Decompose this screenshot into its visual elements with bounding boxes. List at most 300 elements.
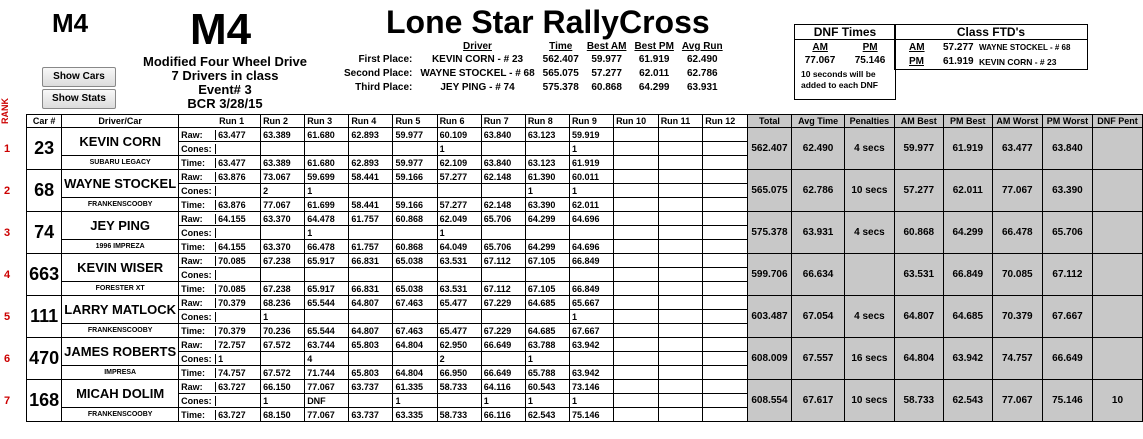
run-raw-cell: [614, 296, 659, 310]
run-cones-cell: [481, 268, 525, 282]
vehicle-cell: [62, 198, 179, 212]
run-cones-cell: [261, 352, 305, 366]
run-cones-cell: [393, 268, 437, 282]
podium-time: 565.075: [542, 67, 579, 79]
run-raw-cell: 65.667: [569, 296, 613, 310]
run-raw-cell: 62.049: [437, 212, 481, 226]
run-value: 72.757: [218, 339, 246, 350]
run-time-cell: 65.803: [349, 366, 393, 380]
col-header: Run 7: [481, 115, 525, 128]
run-cones-cell: [703, 394, 748, 408]
run-time-cell: 75.146: [569, 408, 613, 422]
col-header: AM Best: [894, 115, 943, 128]
drivers-in-class: 7 Drivers in class: [171, 68, 279, 83]
stat-pm-best: 62.543: [943, 380, 992, 422]
run-raw-cell: 65.917: [305, 254, 349, 268]
show-cars-button[interactable]: Show Cars: [42, 67, 116, 87]
run-raw-cell: [179, 338, 261, 352]
run-cones-cell: [393, 352, 437, 366]
run-raw-cell: 61.757: [349, 212, 393, 226]
run-value: [216, 228, 218, 238]
run-time-cell: 60.868: [393, 240, 437, 254]
run-time-cell: [658, 156, 703, 170]
stat-total: 599.706: [747, 254, 791, 296]
col-header: Run 11: [658, 115, 703, 128]
stat-pen: 10 secs: [845, 380, 895, 422]
col-header: AM Worst: [992, 115, 1042, 128]
results-table: [4, 114, 1143, 422]
run-value: [216, 312, 218, 322]
driver-cell: [62, 212, 179, 240]
stat-am-best: 64.807: [894, 296, 943, 338]
class-code: M4: [52, 8, 89, 38]
table-row: [16, 254, 1143, 268]
row-label: Time:: [179, 410, 216, 420]
run-cones-cell: [525, 268, 569, 282]
run-raw-cell: [614, 128, 659, 142]
run-raw-cell: 64.299: [525, 212, 569, 226]
run-cones-cell: [393, 184, 437, 198]
driver-name: WAYNE STOCKEL: [64, 176, 177, 191]
run-cones-cell: [569, 268, 613, 282]
run-cones-cell: [525, 310, 569, 324]
row-label: Cones:: [179, 312, 216, 322]
car-number: 111: [27, 296, 62, 338]
run-cones-cell: [349, 142, 393, 156]
run-time-cell: [614, 198, 659, 212]
run-cones-cell: 1: [569, 142, 613, 156]
run-value: 64.155: [218, 213, 246, 224]
run-raw-cell: 64.696: [569, 212, 613, 226]
run-cones-cell: [179, 352, 261, 366]
dnf-pm-time: 75.146: [854, 55, 886, 66]
run-raw-cell: 65.706: [481, 212, 525, 226]
podium-time: 562.407: [542, 53, 579, 65]
run-value: 63.876: [218, 199, 246, 210]
run-value: [216, 186, 218, 196]
stat-total: 608.554: [747, 380, 791, 422]
run-time-cell: 66.831: [349, 282, 393, 296]
run-cones-cell: [614, 394, 659, 408]
stat-dnf: 10: [1092, 380, 1142, 422]
dnf-am-time: 77.067: [804, 55, 836, 66]
run-raw-cell: 64.116: [481, 380, 525, 394]
run-time-cell: [179, 324, 261, 338]
driver-name: MICAH DOLIM: [76, 386, 165, 401]
run-cones-cell: [614, 268, 659, 282]
stat-dnf: [1092, 128, 1142, 170]
run-raw-cell: [179, 128, 261, 142]
class-big-label: M4: [190, 5, 252, 54]
run-raw-cell: 73.067: [261, 170, 305, 184]
run-cones-cell: 1: [569, 310, 613, 324]
stat-pm-worst: 66.649: [1042, 338, 1092, 380]
run-raw-cell: [179, 170, 261, 184]
table-row: [16, 128, 1143, 142]
rank-number: 1: [4, 142, 11, 155]
vehicle-name: FORESTER XT: [95, 285, 145, 292]
run-raw-cell: 63.840: [481, 128, 525, 142]
run-raw-cell: 64.807: [349, 296, 393, 310]
run-raw-cell: 57.277: [437, 170, 481, 184]
stat-pm-worst: 63.390: [1042, 170, 1092, 212]
stat-pm-worst: 75.146: [1042, 380, 1092, 422]
run-raw-cell: 65.038: [393, 254, 437, 268]
podium-pm: 62.011: [639, 67, 670, 79]
row-label: Time:: [179, 200, 216, 210]
run-time-cell: 70.236: [261, 324, 305, 338]
run-raw-cell: 67.112: [481, 254, 525, 268]
stat-dnf: [1092, 338, 1142, 380]
stat-total: 608.009: [747, 338, 791, 380]
run-time-cell: 62.011: [569, 198, 613, 212]
podium-time: 575.378: [542, 81, 579, 93]
run-time-cell: 64.696: [569, 240, 613, 254]
run-cones-cell: 1: [481, 394, 525, 408]
ftd-am-driver: WAYNE STOCKEL - # 68: [979, 43, 1071, 52]
podium-place: First Place:: [358, 53, 413, 65]
run-cones-cell: [437, 310, 481, 324]
vehicle-cell: [62, 156, 179, 170]
run-value: 74.757: [218, 367, 246, 378]
class-ftd-box: [894, 24, 1088, 70]
run-cones-cell: [481, 226, 525, 240]
run-raw-cell: 64.804: [393, 338, 437, 352]
col-header: Run 6: [437, 115, 481, 128]
run-cones-cell: [658, 226, 703, 240]
run-cones-cell: [481, 142, 525, 156]
run-cones-cell: [614, 310, 659, 324]
run-time-cell: 67.229: [481, 324, 525, 338]
run-cones-cell: [658, 268, 703, 282]
col-header: Run 3: [305, 115, 349, 128]
dnf-pm-label: PM: [862, 42, 878, 53]
run-raw-cell: 60.109: [437, 128, 481, 142]
run-raw-cell: [658, 254, 703, 268]
row-label: Raw:: [179, 382, 216, 392]
run-time-cell: [179, 408, 261, 422]
run-time-cell: 66.950: [437, 366, 481, 380]
run-time-cell: 67.667: [569, 324, 613, 338]
run-cones-cell: [437, 184, 481, 198]
run-cones-cell: 1: [393, 394, 437, 408]
run-cones-cell: 1: [305, 184, 349, 198]
run-cones-cell: [481, 352, 525, 366]
run-cones-cell: [481, 310, 525, 324]
vehicle-cell: [62, 408, 179, 422]
dnf-note: 10 seconds will be added to each DNF: [801, 69, 878, 90]
run-cones-cell: [179, 184, 261, 198]
run-time-cell: 63.123: [525, 156, 569, 170]
table-row: [16, 338, 1143, 352]
car-number: 168: [27, 380, 62, 422]
podium-am: 60.868: [591, 81, 622, 93]
run-raw-cell: [179, 380, 261, 394]
run-raw-cell: 63.942: [569, 338, 613, 352]
run-cones-cell: [703, 142, 748, 156]
run-cones-cell: [179, 394, 261, 408]
run-time-cell: 63.737: [349, 408, 393, 422]
ftd-am-time: 57.277: [943, 42, 974, 53]
col-header: Avg Time: [792, 115, 845, 128]
vehicle-name: FRANKENSCOOBY: [87, 411, 153, 418]
row-label: Time:: [179, 368, 216, 378]
run-time-cell: 64.807: [349, 324, 393, 338]
run-cones-cell: [703, 226, 748, 240]
run-raw-cell: 63.389: [261, 128, 305, 142]
run-value: 63.727: [218, 381, 246, 392]
run-time-cell: 77.067: [305, 408, 349, 422]
run-raw-cell: 59.699: [305, 170, 349, 184]
run-raw-cell: [179, 296, 261, 310]
run-time-cell: [703, 282, 748, 296]
run-raw-cell: 77.067: [305, 380, 349, 394]
row-label: Raw:: [179, 214, 216, 224]
row-label: Cones:: [179, 270, 216, 280]
run-time-cell: 57.277: [437, 198, 481, 212]
stat-pen: 16 secs: [845, 338, 895, 380]
ftd-pm-time: 61.919: [943, 56, 974, 67]
col-header: Car #: [27, 115, 62, 128]
stat-am-best: 60.868: [894, 212, 943, 254]
vehicle-cell: [62, 366, 179, 380]
run-value: [216, 396, 218, 406]
run-cones-cell: [703, 268, 748, 282]
run-raw-cell: 62.893: [349, 128, 393, 142]
run-time-cell: 68.150: [261, 408, 305, 422]
run-raw-cell: [703, 254, 748, 268]
run-value: 70.085: [218, 255, 246, 266]
run-time-cell: 67.105: [525, 282, 569, 296]
run-cones-cell: [261, 268, 305, 282]
run-raw-cell: 58.733: [437, 380, 481, 394]
stat-pm-worst: 67.112: [1042, 254, 1092, 296]
podium-avg: 62.786: [686, 67, 718, 79]
run-cones-cell: [658, 184, 703, 198]
run-time-cell: 63.370: [261, 240, 305, 254]
run-raw-cell: 65.477: [437, 296, 481, 310]
run-raw-cell: [614, 170, 659, 184]
run-time-cell: [703, 198, 748, 212]
run-raw-cell: 66.831: [349, 254, 393, 268]
run-time-cell: 62.109: [437, 156, 481, 170]
run-time-cell: 63.335: [393, 408, 437, 422]
run-time-cell: 63.840: [481, 156, 525, 170]
ftd-pm-driver: KEVIN CORN - # 23: [979, 57, 1057, 67]
stat-am-worst: 77.067: [992, 170, 1042, 212]
run-raw-cell: [658, 212, 703, 226]
run-raw-cell: 61.680: [305, 128, 349, 142]
run-value: 63.876: [218, 171, 246, 182]
stat-am-worst: 74.757: [992, 338, 1042, 380]
run-time-cell: 61.919: [569, 156, 613, 170]
run-raw-cell: 63.123: [525, 128, 569, 142]
run-cones-cell: [703, 352, 748, 366]
run-time-cell: 77.067: [261, 198, 305, 212]
table-row: [16, 296, 1143, 310]
run-cones-cell: [349, 184, 393, 198]
run-cones-cell: [305, 142, 349, 156]
stat-pm-worst: 63.840: [1042, 128, 1092, 170]
run-time-cell: 67.463: [393, 324, 437, 338]
class-name: Modified Four Wheel Drive: [143, 54, 307, 69]
run-raw-cell: 67.572: [261, 338, 305, 352]
run-raw-cell: 66.150: [261, 380, 305, 394]
run-time-cell: 63.531: [437, 282, 481, 296]
podium-header-driver: Driver: [463, 40, 492, 52]
car-number: 68: [27, 170, 62, 212]
run-time-cell: 71.744: [305, 366, 349, 380]
stat-total: 575.378: [747, 212, 791, 254]
run-cones-cell: 2: [437, 352, 481, 366]
run-raw-cell: 63.744: [305, 338, 349, 352]
driver-cell: [62, 254, 179, 282]
run-raw-cell: 65.803: [349, 338, 393, 352]
run-cones-cell: 4: [305, 352, 349, 366]
stat-am-best: 58.733: [894, 380, 943, 422]
run-raw-cell: [179, 212, 261, 226]
run-raw-cell: 60.543: [525, 380, 569, 394]
run-time-cell: 66.478: [305, 240, 349, 254]
run-time-cell: 63.942: [569, 366, 613, 380]
run-time-cell: 59.977: [393, 156, 437, 170]
stat-pen: 4 secs: [845, 212, 895, 254]
run-time-cell: 66.849: [569, 282, 613, 296]
run-cones-cell: [658, 310, 703, 324]
run-time-cell: 61.680: [305, 156, 349, 170]
run-value: 63.477: [218, 157, 246, 168]
driver-name: JAMES ROBERTS: [64, 344, 177, 359]
row-label: Cones:: [179, 186, 216, 196]
run-raw-cell: 60.868: [393, 212, 437, 226]
podium-driver: WAYNE STOCKEL - # 68: [420, 67, 535, 79]
run-time-cell: 65.477: [437, 324, 481, 338]
run-raw-cell: 63.531: [437, 254, 481, 268]
row-label: Cones:: [179, 228, 216, 238]
run-time-cell: 64.804: [393, 366, 437, 380]
run-raw-cell: [703, 128, 748, 142]
run-time-cell: [179, 198, 261, 212]
run-time-cell: [614, 324, 659, 338]
table-row: [16, 380, 1143, 394]
driver-cell: [62, 338, 179, 366]
run-raw-cell: 64.478: [305, 212, 349, 226]
run-cones-cell: [349, 310, 393, 324]
run-time-cell: 65.788: [525, 366, 569, 380]
ftd-title: Class FTD's: [895, 25, 1087, 40]
run-cones-cell: [349, 394, 393, 408]
run-cones-cell: [658, 142, 703, 156]
stat-am-worst: 77.067: [992, 380, 1042, 422]
run-cones-cell: [614, 352, 659, 366]
run-raw-cell: [703, 296, 748, 310]
run-time-cell: 65.038: [393, 282, 437, 296]
run-cones-cell: [349, 352, 393, 366]
run-time-cell: 63.389: [261, 156, 305, 170]
run-raw-cell: 63.737: [349, 380, 393, 394]
podium-header-best-pm: Best PM: [634, 40, 674, 52]
rank-side-label: RANK: [0, 98, 10, 124]
driver-name: JEY PING: [90, 218, 151, 233]
rank-number: 3: [4, 226, 11, 239]
run-cones-cell: [614, 184, 659, 198]
run-time-cell: 63.390: [525, 198, 569, 212]
car-number: 470: [27, 338, 62, 380]
run-time-cell: [614, 240, 659, 254]
stat-pen: 10 secs: [845, 170, 895, 212]
run-cones-cell: [437, 394, 481, 408]
run-raw-cell: 65.544: [305, 296, 349, 310]
row-label: Time:: [179, 242, 216, 252]
col-header: Penalties: [845, 115, 895, 128]
run-cones-cell: [569, 352, 613, 366]
rank-number: 4: [4, 268, 11, 281]
run-cones-cell: [349, 268, 393, 282]
car-number: 23: [27, 128, 62, 170]
run-time-cell: 58.733: [437, 408, 481, 422]
stat-pen: [845, 254, 895, 296]
col-header: Run 12: [703, 115, 748, 128]
row-label: Cones:: [179, 144, 216, 154]
stat-dnf: [1092, 170, 1142, 212]
vehicle-cell: [62, 240, 179, 254]
run-time-cell: 65.917: [305, 282, 349, 296]
run-time-cell: 61.757: [349, 240, 393, 254]
stat-pm-best: 64.685: [943, 296, 992, 338]
stat-dnf: [1092, 296, 1142, 338]
run-raw-cell: [614, 338, 659, 352]
run-time-cell: [703, 366, 748, 380]
run-time-cell: 65.706: [481, 240, 525, 254]
stat-pm-best: 64.299: [943, 212, 992, 254]
run-raw-cell: 60.011: [569, 170, 613, 184]
run-time-cell: [614, 408, 659, 422]
run-cones-cell: [437, 268, 481, 282]
run-raw-cell: 59.919: [569, 128, 613, 142]
run-time-cell: 67.238: [261, 282, 305, 296]
podium-driver: JEY PING - # 74: [440, 81, 515, 93]
car-number: 663: [27, 254, 62, 296]
stat-pm-worst: 65.706: [1042, 212, 1092, 254]
stat-avg: 66.634: [792, 254, 845, 296]
run-cones-cell: 1: [305, 226, 349, 240]
run-raw-cell: [614, 254, 659, 268]
run-raw-cell: 64.685: [525, 296, 569, 310]
row-label: Raw:: [179, 298, 216, 308]
dnf-title: DNF Times: [795, 25, 895, 40]
run-cones-cell: [179, 226, 261, 240]
podium-avg: 62.490: [686, 53, 718, 65]
row-label: Cones:: [179, 354, 216, 364]
show-stats-button[interactable]: Show Stats: [42, 89, 116, 109]
run-value: 1: [218, 353, 224, 364]
run-time-cell: 64.049: [437, 240, 481, 254]
stat-avg: 67.557: [792, 338, 845, 380]
rank-header: [16, 115, 27, 128]
col-header: PM Worst: [1042, 115, 1092, 128]
run-time-cell: 61.699: [305, 198, 349, 212]
run-raw-cell: [658, 296, 703, 310]
run-cones-cell: 1: [525, 394, 569, 408]
run-cones-cell: [305, 268, 349, 282]
run-value: 63.477: [218, 129, 246, 140]
run-raw-cell: [614, 212, 659, 226]
run-cones-cell: [393, 310, 437, 324]
vehicle-cell: [62, 282, 179, 296]
stat-am-worst: 70.379: [992, 296, 1042, 338]
run-time-cell: [658, 198, 703, 212]
run-cones-cell: DNF: [305, 394, 349, 408]
